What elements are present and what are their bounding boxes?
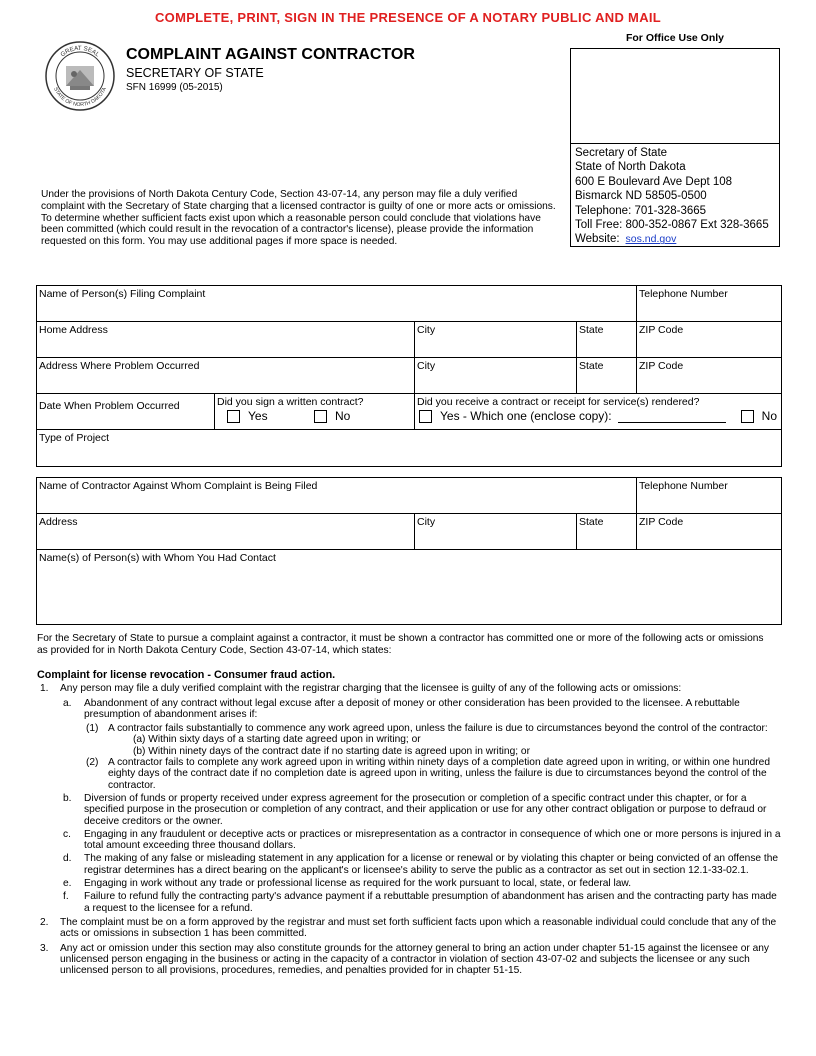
form-title: COMPLAINT AGAINST CONTRACTOR	[126, 46, 415, 63]
statute-item-3: Any act or omission under this section may also constitute grounds for the attorney general to bring an action under chapter 51-15 against the licensee or any unlicensed person engaging in the business or acting in the capacity of a contractor in violation of section 43-07-02 and subjects the licensee or any such unlicensed person to all provisions, procedures, remedies, and penalties provided for in chapter 51-15.	[60, 942, 770, 977]
city-label: City	[417, 360, 436, 372]
statute-item-d: The making of any false or misleading statement in any application for a license or renewal or by violating this chapter or being convicted of an offense the registrar determines has a direct bearing on the applicant's or licensee's ability to serve the public as a contractor as set out in section 12.1-33-02.1.	[84, 853, 779, 876]
home-state-field[interactable]	[577, 322, 637, 358]
statute-item-c: Engaging in any fraudulent or deceptive acts or practices or misrepresentation as a contractor in consequence of which one or more persons is injured in a total amount exceeding three thousand dollars.	[84, 828, 781, 852]
contractor-address-field[interactable]	[37, 514, 415, 550]
statute-item-a1a: (a) Within sixty days of a starting date agreed upon in writing; or	[133, 734, 421, 746]
state-label: State	[579, 516, 604, 528]
statute-item-b: Diversion of funds or property received under express agreement for the prosecution or completion of a specific contract under this chapter, or for a specified purpose in the prosecution or completion of any contract, and their application or use for any other contract obligation or purpose to defraud or deceive creditors or the owner.	[84, 792, 767, 827]
item-letter: a.	[63, 697, 72, 709]
receipt-yes-label: Yes - Which one (enclose copy):	[440, 409, 612, 423]
complainant-phone-label: Telephone Number	[639, 288, 728, 300]
statute-text	[37, 670, 781, 976]
statute-item-a1b: (b) Within ninety days of the contract date if no starting date is agreed upon in writing; or	[133, 745, 530, 757]
seal-top-text: GREAT SEAL	[59, 44, 101, 59]
statute-item-1: Any person may file a duly verified complaint with the registrar charging that the licensee is guilty of any of the following acts or omissions:	[60, 683, 682, 695]
project-type-field[interactable]	[37, 430, 782, 467]
problem-city-field[interactable]	[415, 358, 577, 394]
problem-zip-field[interactable]	[637, 358, 782, 394]
zip-label: ZIP Code	[639, 516, 684, 528]
statute-item-a1: A contractor fails substantially to commence any work agreed upon, unless the failure is due to circumstances beyond the control of the contractor:	[108, 723, 768, 735]
contacts-field[interactable]	[37, 550, 782, 625]
home-address-field[interactable]	[37, 322, 415, 358]
home-city-field[interactable]	[415, 322, 577, 358]
office-use-box	[570, 48, 780, 144]
statute-item-2: The complaint must be on a form approved by the registrar and must set forth sufficient facts upon which a reasonable individual could conclude that any of the acts or omissions in subsection 1 has been committed.	[60, 916, 777, 940]
statute-heading: Complaint for license revocation - Consumer fraud action.	[37, 669, 336, 681]
problem-date-field[interactable]	[37, 394, 215, 430]
home-zip-field[interactable]	[637, 322, 782, 358]
receipt-no-label: No	[761, 409, 777, 423]
item-letter: b.	[63, 792, 72, 804]
problem-date-label: Date When Problem Occurred	[39, 400, 180, 412]
agency-address	[570, 144, 780, 247]
contract-yes-checkbox[interactable]	[227, 410, 240, 423]
address-line: State of North Dakota	[575, 161, 686, 174]
website-link[interactable]: sos.nd.gov	[625, 233, 677, 246]
address-line: Bismarck ND 58505-0500	[575, 190, 707, 203]
receipt-no-checkbox[interactable]	[741, 410, 754, 423]
state-label: State	[579, 360, 604, 372]
contractor-zip-field[interactable]	[637, 514, 782, 550]
home-address-label: Home Address	[39, 324, 108, 336]
city-label: City	[417, 324, 436, 336]
item-number: 2.	[40, 916, 49, 928]
office-use-label: For Office Use Only	[625, 32, 725, 44]
seal-bottom-text: STATE OF NORTH DAKOTA	[52, 86, 108, 109]
complainant-name-field[interactable]	[37, 286, 637, 322]
zip-label: ZIP Code	[639, 324, 684, 336]
receipt-cell	[415, 394, 782, 430]
item-letter: c.	[63, 828, 71, 840]
zip-label: ZIP Code	[639, 360, 684, 372]
form-number: SFN 16999 (05-2015)	[126, 82, 223, 93]
website-label: Website:	[575, 233, 620, 246]
statute-item-e: Engaging in work without any trade or professional license as required for the work pursuant to local, state, or federal law.	[84, 878, 632, 890]
item-letter: e.	[63, 878, 72, 890]
contacts-label: Name(s) of Person(s) with Whom You Had Contact	[39, 552, 276, 564]
contractor-phone-field[interactable]	[637, 478, 782, 514]
statute-item-a: Abandonment of any contract without legal excuse after a deposit of money or other consideration has been provided to the licensee. A rebuttable presumption of abandonment arises if:	[84, 697, 740, 720]
address-line: Telephone: 701-328-3665	[575, 204, 707, 217]
problem-address-field[interactable]	[37, 358, 415, 394]
contractor-name-field[interactable]	[37, 478, 637, 514]
svg-text:GREAT SEAL	[59, 45, 101, 59]
contractor-phone-label: Telephone Number	[639, 480, 728, 492]
item-sub-number: (2)	[86, 757, 99, 769]
complainant-phone-field[interactable]	[637, 286, 782, 322]
receipt-question: Did you receive a contract or receipt for service(s) rendered?	[417, 396, 700, 408]
statute-item-a2: A contractor fails to complete any work agreed upon in writing within ninety days of a completion date agreed upon in writing, or within one hundred eighty days of the contract date if no completion date is agreed upon in writing, unless the failure is due to circumstances beyond the control of the contractor.	[108, 757, 771, 791]
item-letter: d.	[63, 853, 72, 865]
item-letter: f.	[63, 891, 69, 903]
receipt-yes-checkbox[interactable]	[419, 410, 432, 423]
contractor-name-label: Name of Contractor Against Whom Complaint is Being Filed	[39, 480, 318, 492]
state-seal-icon	[44, 40, 116, 112]
written-contract-cell	[215, 394, 415, 430]
contractor-address-label: Address	[39, 516, 78, 528]
complainant-name-label: Name of Person(s) Filing Complaint	[39, 288, 206, 300]
project-type-label: Type of Project	[39, 432, 110, 444]
state-label: State	[579, 324, 604, 336]
contractor-state-field[interactable]	[577, 514, 637, 550]
item-sub-number: (1)	[86, 723, 99, 735]
address-line: 600 E Boulevard Ave Dept 108	[575, 175, 733, 188]
address-line: Secretary of State	[575, 147, 668, 159]
item-number: 1.	[40, 683, 49, 695]
statute-item-f: Failure to refund fully the contracting party's advance payment if a rebuttable presumption of abandonment has arisen and the contracting party has made a request to the licensee for a refund.	[84, 891, 777, 914]
problem-state-field[interactable]	[577, 358, 637, 394]
agency-name: SECRETARY OF STATE	[126, 66, 264, 80]
receipt-which-input[interactable]	[618, 410, 726, 423]
contractor-city-field[interactable]	[415, 514, 577, 550]
statute-intro: For the Secretary of State to pursue a complaint against a contractor, it must be shown a contractor has committed one or more of the following acts or omissions as provided for in North Dakota Century Code, Section 43-07-14, which states:	[37, 633, 764, 657]
address-line: Toll Free: 800-352-0867 Ext 328-3665	[575, 219, 769, 232]
complainant-table	[36, 285, 782, 467]
contract-yes-label: Yes	[248, 409, 268, 423]
written-contract-question: Did you sign a written contract?	[217, 396, 364, 408]
contract-no-checkbox[interactable]	[314, 410, 327, 423]
contract-no-label: No	[335, 409, 351, 423]
item-number: 3.	[40, 942, 49, 954]
intro-text: Under the provisions of North Dakota Century Code, Section 43-07-14, any person may file a duly verified complaint with the Secretary of State charging that a licensed contractor is guilty of one or more acts or omissions. To determine whether sufficient facts exist upon which a reasonable person could conclude that violations have been committed (which could result in the revocation of a contractor's license), please provide the information requested on this form. You may use additional pages if more space is needed.	[41, 189, 556, 248]
problem-address-label: Address Where Problem Occurred	[39, 360, 200, 372]
city-label: City	[417, 516, 436, 528]
contractor-table	[36, 477, 782, 625]
notary-banner: COMPLETE, PRINT, SIGN IN THE PRESENCE OF A NOTARY PUBLIC AND MAIL	[154, 10, 662, 25]
